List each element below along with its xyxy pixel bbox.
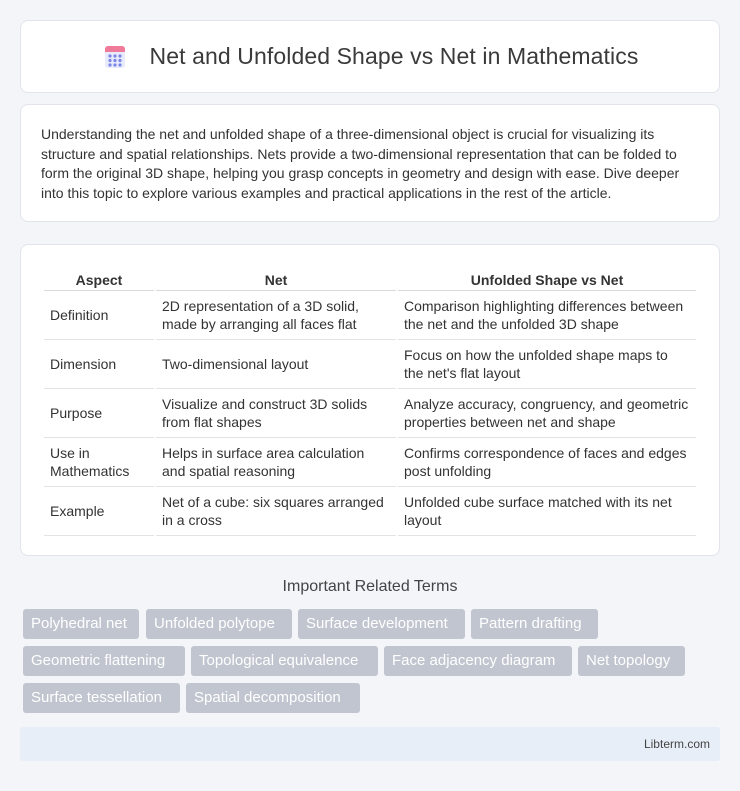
header-unfolded-vs-net: Unfolded Shape vs Net: [398, 261, 696, 291]
table-header-row: [44, 261, 696, 291]
row-aspect: Purpose: [44, 389, 154, 438]
row-comparison: Confirms correspondence of faces and edges post unfolding: [398, 438, 696, 487]
table-row: [44, 438, 696, 487]
row-net: Net of a cube: six squares arranged in a cross: [156, 487, 396, 536]
table-row: [44, 487, 696, 536]
row-net: 2D representation of a 3D solid, made by arranging all faces flat: [156, 291, 396, 340]
tag-net-topology[interactable]: Net topology: [578, 646, 685, 676]
tag-geometric-flattening[interactable]: Geometric flattening: [23, 646, 185, 676]
row-comparison: Comparison highlighting differences between the net and the unfolded 3D shape: [398, 291, 696, 340]
tag-topological-equivalence[interactable]: Topological equivalence: [191, 646, 378, 676]
title-card: [20, 20, 720, 93]
footer-site-link[interactable]: Libterm.com: [643, 737, 710, 751]
tag-surface-tessellation[interactable]: Surface tessellation: [23, 683, 180, 713]
tag-unfolded-polytope[interactable]: Unfolded polytope: [146, 609, 292, 639]
related-terms-title: Important Related Terms: [282, 578, 458, 595]
comparison-table-card: [20, 244, 720, 556]
table-row: [44, 340, 696, 389]
intro-card: [20, 104, 720, 222]
header-aspect: Aspect: [44, 261, 154, 291]
tag-pattern-drafting[interactable]: Pattern drafting: [471, 609, 598, 639]
intro-paragraph: Understanding the net and unfolded shape of a three-dimensional object is crucial for visualizing its structure and spatial relationships. Nets provide a two-dimensional representation that can be folded to form the original 3D shape, helping you grasp concepts in geometry and design with ease. Dive deeper into this topic to explore various examples and practical applications in the rest of the article.: [41, 126, 680, 201]
row-aspect: Use in Mathematics: [44, 438, 154, 487]
table-row: [44, 291, 696, 340]
row-aspect: Definition: [44, 291, 154, 340]
footer: [20, 727, 720, 761]
tag-polyhedral-net[interactable]: Polyhedral net: [23, 609, 139, 639]
header-net: Net: [156, 261, 396, 291]
tag-spatial-decomposition[interactable]: Spatial decomposition: [186, 683, 360, 713]
row-aspect: Example: [44, 487, 154, 536]
row-net: Helps in surface area calculation and spatial reasoning: [156, 438, 396, 487]
row-net: Two-dimensional layout: [156, 340, 396, 389]
tag-surface-development[interactable]: Surface development: [298, 609, 465, 639]
comparison-table: [42, 261, 698, 536]
table-row: [44, 389, 696, 438]
row-comparison: Focus on how the unfolded shape maps to the net's flat layout: [398, 340, 696, 389]
row-aspect: Dimension: [44, 340, 154, 389]
row-net: Visualize and construct 3D solids from flat shapes: [156, 389, 396, 438]
tag-face-adjacency-diagram[interactable]: Face adjacency diagram: [384, 646, 572, 676]
calculator-icon: [102, 44, 128, 70]
row-comparison: Unfolded cube surface matched with its net layout: [398, 487, 696, 536]
row-comparison: Analyze accuracy, congruency, and geometric properties between net and shape: [398, 389, 696, 438]
page-title: Net and Unfolded Shape vs Net in Mathematics: [149, 43, 639, 69]
